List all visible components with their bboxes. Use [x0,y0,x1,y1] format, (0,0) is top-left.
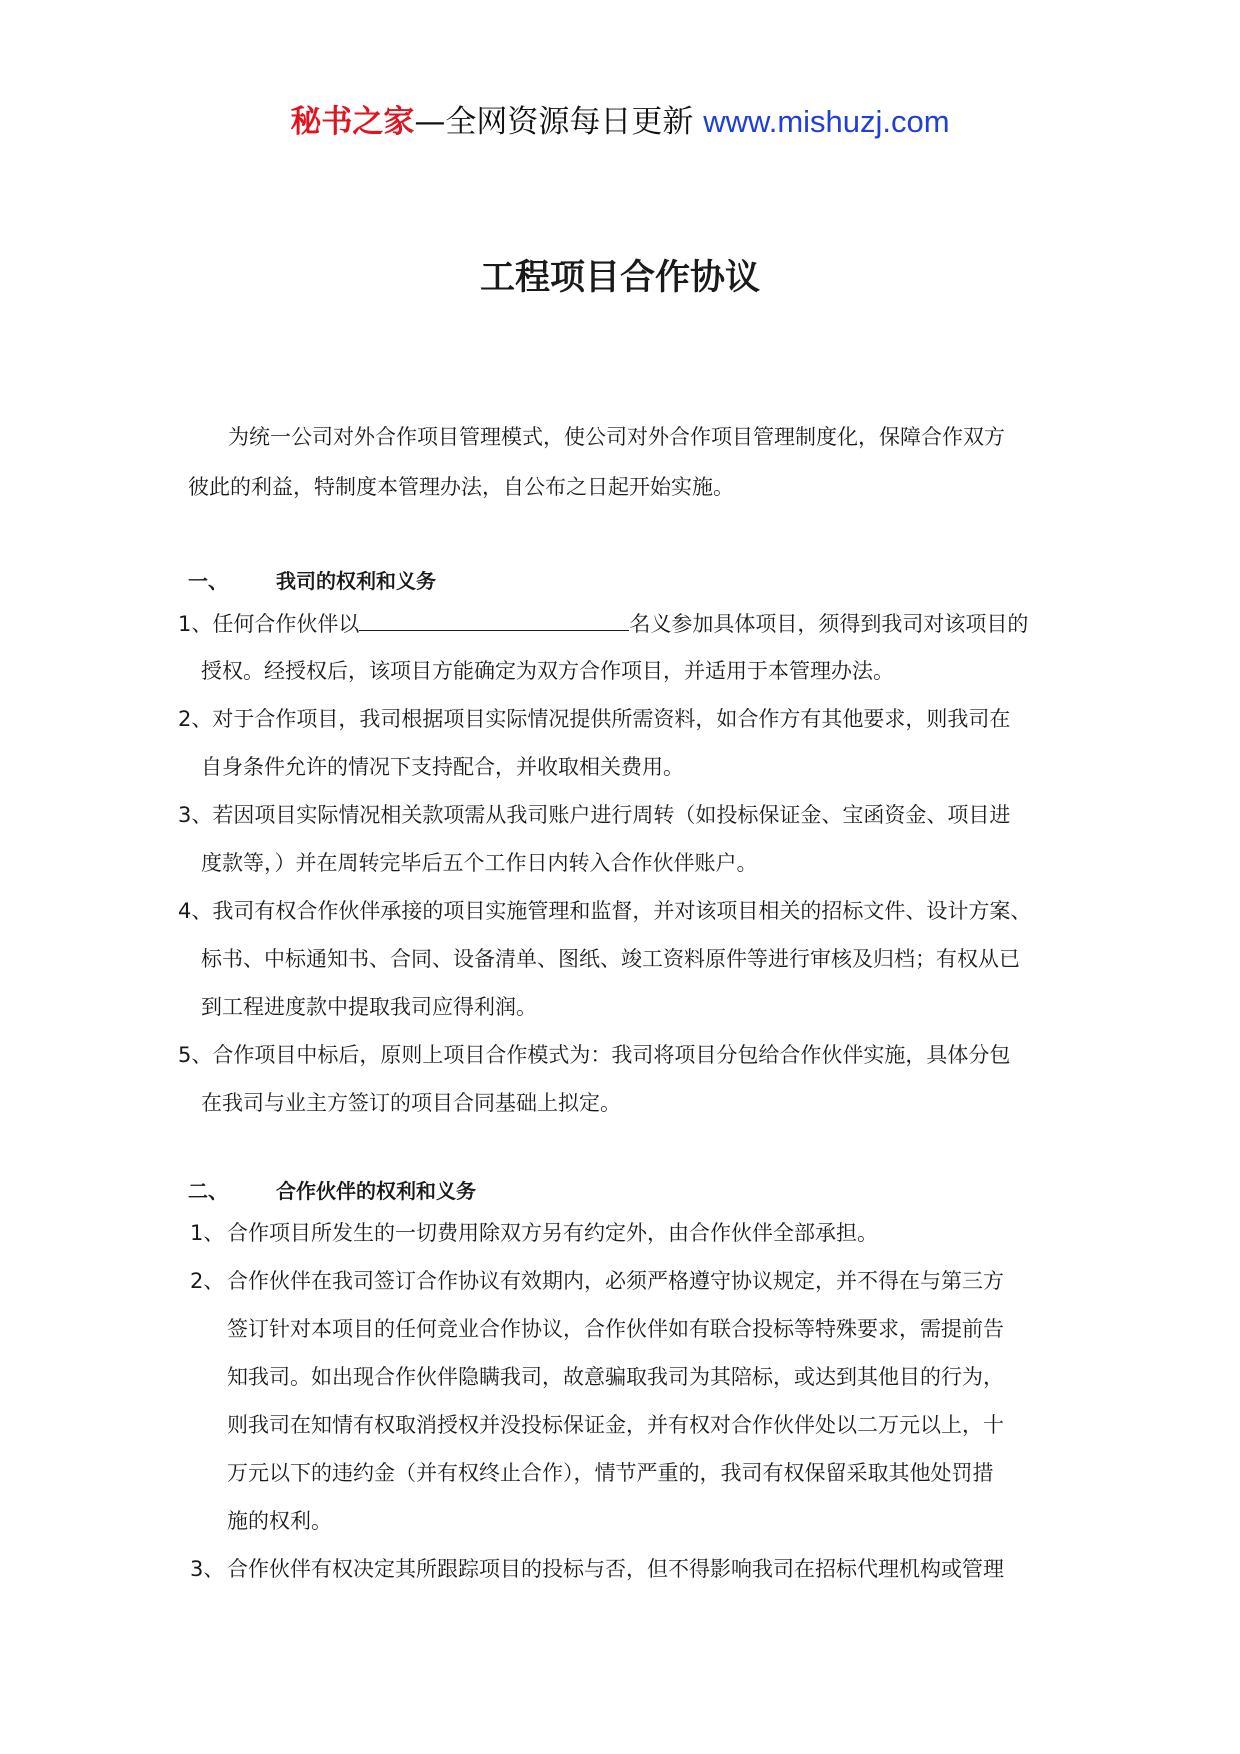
s2-item-2-line-6: 施的权利。 [227,1509,332,1533]
s1-item-4-line-1: 4、我司有权合作伙伴承接的项目实施管理和监督，并对该项目相关的招标文件、设计方案、 [178,899,1032,923]
site-banner [0,100,1240,144]
section-1-title: 我司的权利和义务 [276,569,436,593]
s1-item-1-text-after: 名义参加具体项目，须得到我司对该项目的 [629,612,1029,636]
s2-item-2-line-1: 合作伙伴在我司签订合作协议有效期内，必须严格遵守协议规定，并不得在与第三方 [227,1269,1004,1293]
s1-item-2-line-2: 自身条件允许的情况下支持配合，并收取相关费用。 [201,755,684,779]
s1-item-1-text-before: 1、任何合作伙伴以 [178,612,360,636]
s2-item-1-number: 1、 [190,1221,225,1245]
s2-item-2-line-3: 知我司。如出现合作伙伴隐瞒我司，故意骗取我司为其陪标，或达到其他目的行为， [227,1365,1004,1389]
document-title: 工程项目合作协议 [479,258,760,298]
fill-in-blank[interactable] [359,608,629,631]
s1-item-1-line-2: 授权。经授权后，该项目方能确定为双方合作项目，并适用于本管理办法。 [201,659,894,683]
s2-item-2-number: 2、 [190,1269,225,1293]
s2-item-1-line-1: 合作项目所发生的一切费用除双方另有约定外，由合作伙伴全部承担。 [227,1221,878,1245]
s2-item-2-line-5: 万元以下的违约金（并有权终止合作），情节严重的，我司有权保留采取其他处罚措 [227,1461,994,1485]
banner-slogan: —全网资源每日更新 [414,104,694,140]
section-1-number: 一、 [188,569,228,593]
intro-line-1: 为统一公司对外合作项目管理模式，使公司对外合作项目管理制度化，保障合作双方 [228,425,1005,449]
s1-item-3-line-2: 度款等，）并在周转完毕后五个工作日内转入合作伙伴账户。 [201,851,758,875]
s1-item-4-line-3: 到工程进度款中提取我司应得利润。 [201,995,537,1019]
s1-item-1-line-1 [178,608,1028,639]
section-2-heading [188,1176,476,1206]
banner-brand: 秘书之家 [290,104,415,140]
s2-item-3-line-1: 合作伙伴有权决定其所跟踪项目的投标与否，但不得影响我司在招标代理机构或管理 [227,1557,1004,1581]
section-1-heading [188,566,436,596]
s1-item-2-line-1: 2、对于合作项目，我司根据项目实际情况提供所需资料，如合作方有其他要求，则我司在 [178,707,1011,731]
s2-item-2-line-4: 则我司在知情有权取消授权并没投标保证金，并有权对合作伙伴处以二万元以上，十 [227,1413,1004,1437]
section-2-number: 二、 [188,1179,228,1203]
s1-item-4-line-2: 标书、中标通知书、合同、设备清单、图纸、竣工资料原件等进行审核及归档；有权从已 [201,947,1020,971]
intro-line-2: 彼此的利益，特制度本管理办法，自公布之日起开始实施。 [188,475,734,499]
s2-item-2-line-2: 签订针对本项目的任何竞业合作协议，合作伙伴如有联合投标等特殊要求，需提前告 [227,1317,1004,1341]
s1-item-5-line-2: 在我司与业主方签订的项目合同基础上拟定。 [201,1091,621,1115]
s2-item-3-number: 3、 [190,1557,225,1581]
s1-item-3-line-1: 3、若因项目实际情况相关款项需从我司账户进行周转（如投标保证金、宝函资金、项目进 [178,803,1011,827]
banner-url: www.mishuzj.com [703,104,950,139]
s1-item-5-line-1: 5、合作项目中标后，原则上项目合作模式为：我司将项目分包给合作伙伴实施，具体分包 [178,1043,1011,1067]
section-2-title: 合作伙伴的权利和义务 [276,1179,476,1203]
